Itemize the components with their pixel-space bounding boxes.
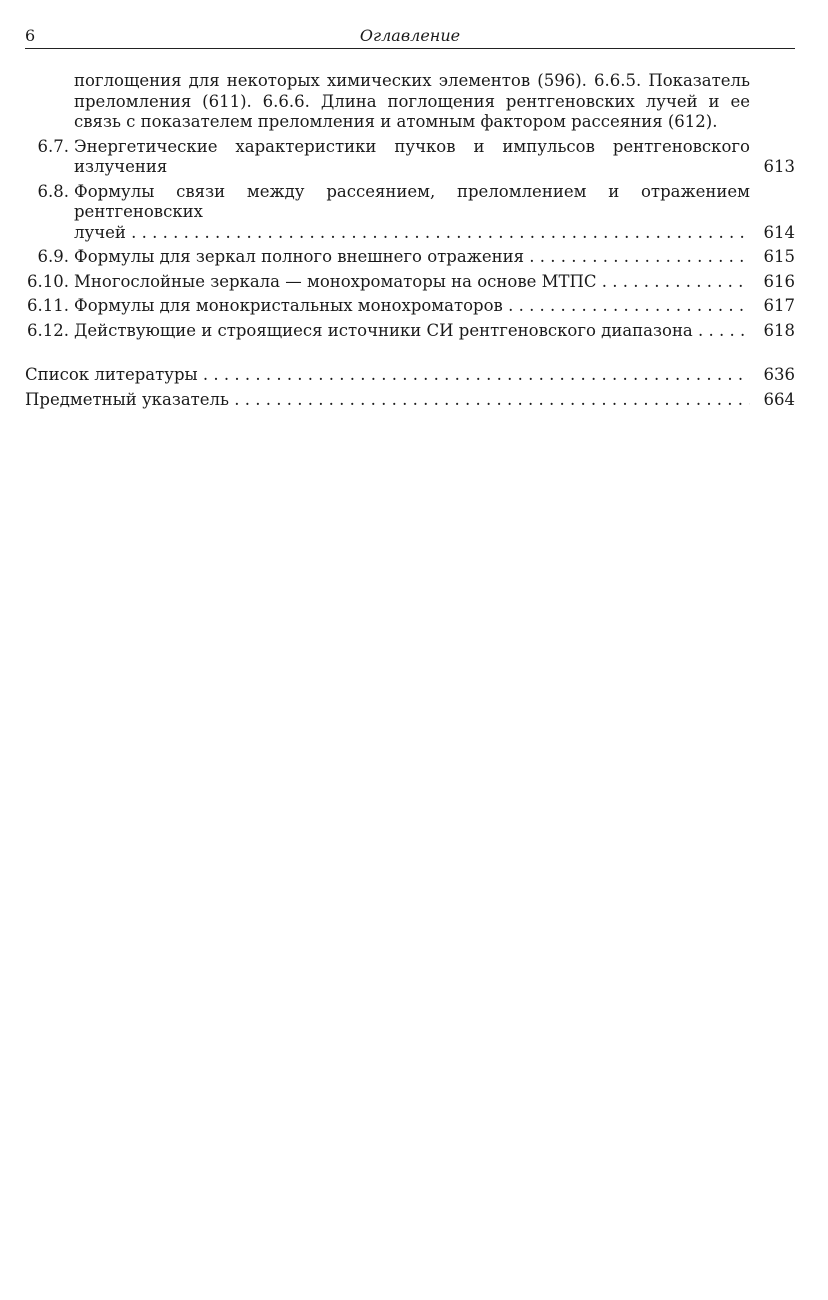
toc-entry-number: 6.8. xyxy=(37,181,69,201)
toc-entry-page: 616 xyxy=(763,271,795,291)
toc-entry-number: 6.12. xyxy=(27,320,69,340)
toc-entry-subject-index[interactable] xyxy=(25,390,795,411)
toc-entry-number: 6.10. xyxy=(27,271,69,291)
toc-entry-title: Действующие и строящиеся источники СИ рентгеновского диапазона . . . xyxy=(74,321,750,342)
table-of-contents xyxy=(25,71,795,414)
toc-entry-page: 614 xyxy=(763,222,795,242)
running-header xyxy=(25,24,795,49)
toc-entry-title: Список литературы . . . xyxy=(25,365,750,386)
toc-entry-title: Формулы для монокристальных монохроматоров . . . xyxy=(74,296,750,317)
toc-continuation-text: поглощения для некоторых химических элементов (596). 6.6.5. Показатель преломления (611). 6.6.6. Длина поглощения рентгеновских лучей и ее связь с показателем преломления и атомным фактором рассеяния (612). xyxy=(74,71,750,131)
toc-entry-6-8[interactable] xyxy=(25,182,795,244)
toc-entry-6-7[interactable] xyxy=(25,137,795,178)
running-title: Оглавление xyxy=(359,26,461,45)
toc-entry-page: 615 xyxy=(763,247,795,266)
toc-entry-page: 613 xyxy=(763,157,795,176)
toc-entry-bibliography[interactable] xyxy=(25,365,795,386)
toc-entry-title: Предметный указатель . . . xyxy=(25,390,750,411)
toc-entry-page: 617 xyxy=(763,296,795,315)
toc-entry-6-9[interactable] xyxy=(25,247,795,268)
toc-entry-number: 6.9. xyxy=(37,247,69,266)
toc-entry-title-line1: Формулы связи между рассеянием, преломлением и отражением рентгеновских xyxy=(74,181,750,221)
toc-entry-title: Энергетические характеристики пучков и импульсов рентгеновского излучения xyxy=(74,136,750,176)
section-gap xyxy=(25,345,795,365)
toc-entry-page: 664 xyxy=(763,389,795,409)
toc-entry-title: Формулы для зеркал полного внешнего отражения . . . xyxy=(74,247,750,268)
toc-entry-6-10[interactable] xyxy=(25,272,795,293)
toc-entry-6-11[interactable] xyxy=(25,296,795,317)
toc-entry-6-12[interactable] xyxy=(25,321,795,342)
toc-entry-page: 618 xyxy=(763,320,795,340)
toc-entry-number: 6.11. xyxy=(27,296,69,315)
page-number: 6 xyxy=(25,26,36,45)
toc-entry-title: Многослойные зеркала — монохроматоры на основе МТПС . . . xyxy=(74,272,750,293)
toc-entry-title-line2: лучей . . . xyxy=(74,223,750,244)
toc-entry-number: 6.7. xyxy=(37,136,69,156)
toc-entry-page: 636 xyxy=(763,365,795,384)
